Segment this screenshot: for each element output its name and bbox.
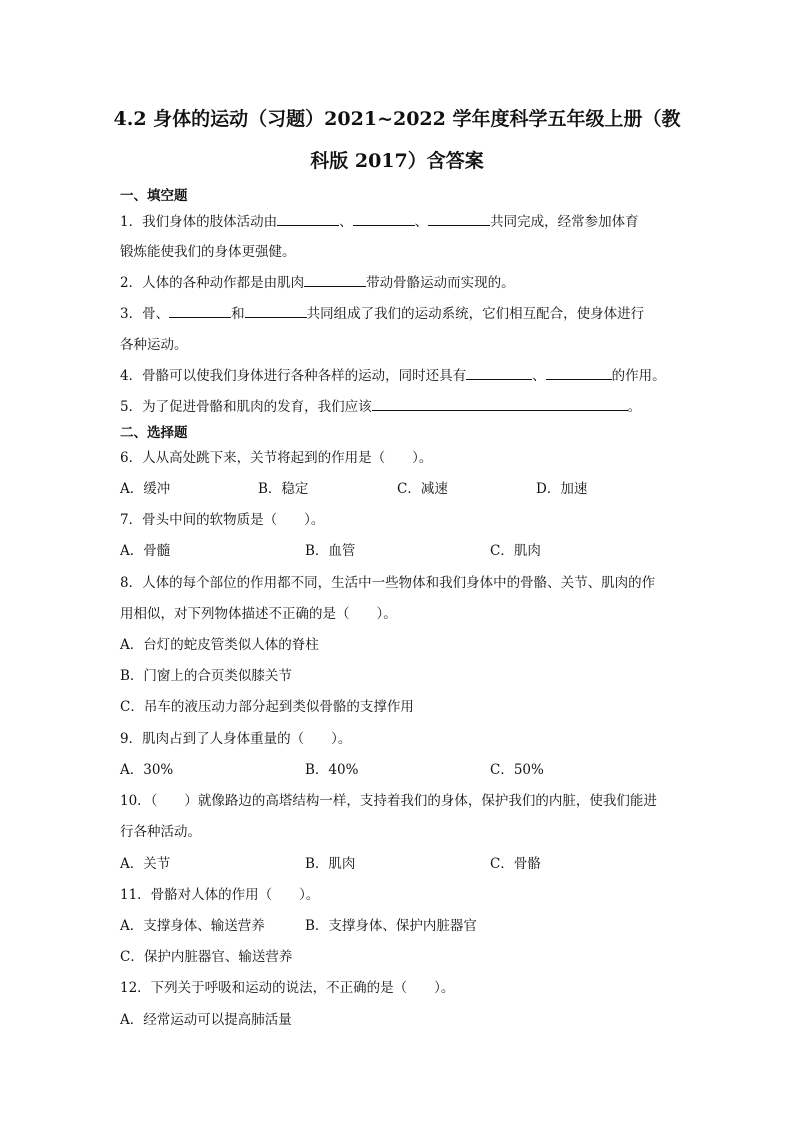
option-a[interactable]: A．台灯的蛇皮管类似人体的脊柱: [120, 637, 319, 653]
option-c[interactable]: C．减速: [397, 481, 448, 497]
option-a[interactable]: A．骨髓: [120, 543, 171, 559]
answer-blank[interactable]: [304, 272, 366, 287]
answer-blank[interactable]: [353, 211, 415, 226]
option-a[interactable]: A．经常运动可以提高肺活量: [120, 1012, 292, 1028]
question-8-cont: 用相似，对下列物体描述不正确的是（ ）。: [120, 606, 397, 622]
question-2: 2．人体的各种动作都是由肌肉 带动骨骼运动而实现的。: [120, 271, 515, 291]
question-4: 4．骨骼可以使我们身体进行各种各样的运动，同时还具有 、 的作用。: [120, 364, 666, 384]
question-9: 9．肌肉占到了人身体重量的（ ）。: [120, 731, 352, 747]
doc-title-line1: 4.2 身体的运动（习题）2021~2022 学年度科学五年级上册（教: [113, 108, 681, 130]
option-a[interactable]: A．支撑身体、输送营养: [120, 918, 265, 934]
question-6: 6．人从高处跳下来，关节将起到的作用是（ ）。: [120, 450, 433, 466]
question-8: 8．人体的每个部位的作用都不同，生活中一些物体和我们身体中的骨骼、关节、肌肉的作: [120, 575, 656, 591]
question-5: 5．为了促进骨骼和肌肉的发育，我们应该 。: [120, 395, 641, 415]
option-b[interactable]: B．门窗上的合页类似膝关节: [120, 668, 292, 684]
option-a[interactable]: A．30%: [120, 762, 174, 778]
option-c[interactable]: C．保护内脏器官、输送营养: [120, 949, 293, 965]
option-a[interactable]: A．关节: [120, 856, 171, 872]
question-10-cont: 行各种活动。: [120, 824, 201, 840]
question-12: 12．下列关于呼吸和运动的说法，不正确的是（ ）。: [120, 980, 455, 996]
answer-blank[interactable]: [245, 303, 307, 318]
option-b[interactable]: B．肌肉: [305, 856, 356, 872]
option-a[interactable]: A．缓冲: [120, 481, 171, 497]
option-b[interactable]: B．40%: [305, 762, 359, 778]
question-3-cont: 各种运动。: [120, 337, 188, 353]
answer-blank[interactable]: [466, 365, 532, 380]
question-1: 1．我们身体的肢体活动由 、 、 共同完成，经常参加体育: [120, 210, 639, 230]
option-b[interactable]: B．支撑身体、保护内脏器官: [305, 918, 477, 934]
question-11: 11．骨骼对人体的作用（ ）。: [120, 887, 320, 903]
option-b[interactable]: B．血管: [305, 543, 356, 559]
option-d[interactable]: D．加速: [536, 481, 588, 497]
answer-blank[interactable]: [372, 396, 628, 411]
answer-blank[interactable]: [428, 211, 490, 226]
option-c[interactable]: C．肌肉: [490, 543, 541, 559]
section-multiple-choice: 二、选择题: [120, 425, 188, 441]
question-7: 7．骨头中间的软物质是（ ）。: [120, 512, 325, 528]
option-c[interactable]: C．50%: [490, 762, 544, 778]
answer-blank[interactable]: [546, 365, 612, 380]
section-fill-blank: 一、填空题: [120, 188, 188, 204]
question-3: 3．骨、 和 共同组成了我们的运动系统，它们相互配合，使身体进行: [120, 302, 644, 322]
doc-title-line2: 科版 2017）含答案: [310, 150, 484, 172]
option-c[interactable]: C．吊车的液压动力部分起到类似骨骼的支撑作用: [120, 699, 414, 715]
option-b[interactable]: B．稳定: [258, 481, 309, 497]
answer-blank[interactable]: [169, 303, 231, 318]
answer-blank[interactable]: [277, 211, 339, 226]
question-1-cont: 锻炼能使我们的身体更强健。: [120, 244, 296, 260]
question-10: 10．（ ）就像路边的高塔结构一样，支持着我们的身体，保护我们的内脏，使我们能进: [120, 793, 657, 809]
option-c[interactable]: C．骨骼: [490, 856, 541, 872]
